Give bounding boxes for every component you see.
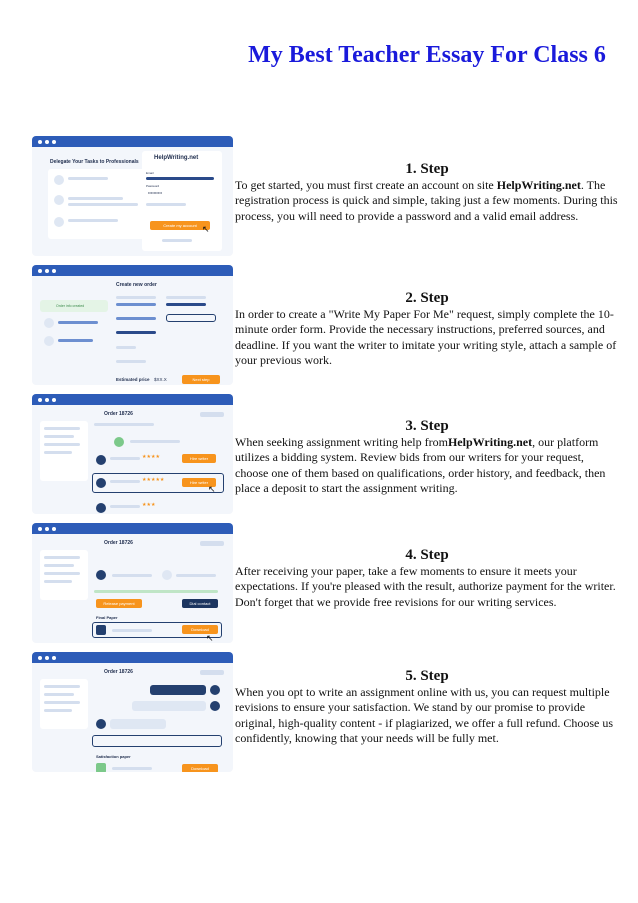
- hire-writer-button: Hire writer: [182, 478, 216, 487]
- writer-avatar: [96, 719, 106, 729]
- writer-avatar: [96, 570, 106, 580]
- writer-avatar: [96, 455, 106, 465]
- step-circle-icon: [44, 336, 54, 346]
- window-dot-icon: [52, 140, 56, 144]
- brand-name: HelpWriting.net: [496, 178, 581, 192]
- window-dot-icon: [52, 656, 56, 660]
- step-circle-icon: [44, 318, 54, 328]
- cursor-icon: ↖: [206, 633, 214, 643]
- window-bar: [32, 265, 233, 276]
- window-dot-icon: [52, 398, 56, 402]
- card-heading: Order 18726: [104, 669, 133, 675]
- step-5-text: When you opt to write an assignment online with us, you can request multiple revisions to ensure your satisfaction. We stand by our promise to provide original, high-quality content - if plagiarized, we offer a full refund. Choose us confidently, knowing that your needs will be fully met.: [235, 685, 613, 746]
- brand-logo: HelpWriting.net: [154, 155, 199, 161]
- step-1-heading: 1. Step: [405, 161, 449, 177]
- card-heading: Create new order: [116, 282, 157, 288]
- user-avatar: [210, 701, 220, 711]
- writer-avatar: [96, 503, 106, 513]
- screenshot-release-payment: Order 18726 Release payment Dial contact Final Paper Download ↖: [32, 523, 233, 643]
- card-heading: Order 18726: [104, 411, 133, 417]
- chat-bubble: [150, 685, 206, 695]
- rating-stars-icon: ★★★★★: [142, 477, 165, 483]
- window-dot-icon: [38, 527, 42, 531]
- password-field: ••••••••••: [148, 190, 163, 195]
- order-details-panel: [40, 550, 88, 600]
- download-button: Download: [182, 625, 218, 634]
- brand-name: HelpWriting.net: [447, 435, 533, 449]
- window-dot-icon: [38, 656, 42, 660]
- file-icon: [96, 763, 106, 772]
- window-dot-icon: [38, 269, 42, 273]
- rating-stars-icon: ★★★: [142, 502, 156, 508]
- step-3-heading: 3. Step: [405, 418, 449, 434]
- step-2-text: In order to create a "Write My Paper For Me" request, simply complete the 10-minute order form. Provide the necessary instructions, preferred sources, and deadline. If you want the writer to imitate your writing style, attach a sample of your previous work.: [235, 307, 617, 368]
- window-bar: [32, 394, 233, 405]
- card-heading: Delegate Your Tasks to Professionals: [50, 159, 139, 165]
- list-bullet-icon: [54, 217, 64, 227]
- order-details-panel: [40, 679, 88, 729]
- step-1-text: To get started, you must first create an account on site HelpWriting.net. The registration process is quick and simple, taking just a few moments. During this process, you will need to provide a password and a valid email address.: [235, 178, 618, 223]
- rating-stars-icon: ★★★★: [142, 454, 160, 460]
- badge-icon: [114, 437, 124, 447]
- screenshot-revisions: Order 18726 Satisfaction paper Download: [32, 652, 233, 772]
- window-bar: [32, 523, 233, 534]
- window-dot-icon: [52, 269, 56, 273]
- window-dot-icon: [45, 269, 49, 273]
- field-highlight: [166, 314, 216, 322]
- side-item-active: Order info created: [40, 300, 108, 312]
- status-icon: [162, 570, 172, 580]
- next-step-button: Next step: [182, 375, 220, 384]
- step-3-text: When seeking assignment writing help fromHelpWriting.net, our platform utilizes a bidding system. Review bids from our writers for your request, choose one of them based on qualifications, order history, and feedback, then place a deposit to start the assignment writing.: [235, 435, 606, 496]
- step-4-heading: 4. Step: [405, 547, 449, 563]
- cursor-icon: ↖: [202, 224, 210, 234]
- list-bullet-icon: [54, 195, 64, 205]
- window-bar: [32, 136, 233, 147]
- card-list-panel: [48, 169, 156, 239]
- hire-writer-button: Hire writer: [182, 454, 216, 463]
- download-button: Download: [182, 764, 218, 772]
- window-dot-icon: [38, 140, 42, 144]
- dial-contact-button: Dial contact: [182, 599, 218, 608]
- user-avatar: [210, 685, 220, 695]
- window-dot-icon: [45, 398, 49, 402]
- writer-avatar: [96, 478, 106, 488]
- window-dot-icon: [52, 527, 56, 531]
- screenshot-create-account: [32, 136, 233, 256]
- step-4-text: After receiving your paper, take a few moments to ensure it meets your expectations. If you're pleased with the result, authorize payment for the writer. Don't forget that we provide free revisions for our writing services.: [235, 564, 616, 609]
- create-account-button: Create my account: [150, 221, 210, 230]
- file-icon: [96, 625, 106, 635]
- list-bullet-icon: [54, 175, 64, 185]
- chat-bubble: [132, 701, 206, 711]
- cursor-icon: ↖: [208, 484, 216, 494]
- window-dot-icon: [45, 656, 49, 660]
- chat-bubble: [110, 719, 166, 729]
- signup-form-panel: HelpWriting.net Email Password •••••••••• Create my account ↖: [142, 151, 222, 251]
- screenshot-order-form: Create new order Order info created Estimated price $XX.X Next step: [32, 265, 233, 385]
- email-field: [146, 177, 214, 180]
- page-title: My Best Teacher Essay For Class 6: [248, 42, 606, 68]
- order-details-panel: [40, 421, 88, 481]
- window-dot-icon: [38, 398, 42, 402]
- window-dot-icon: [45, 527, 49, 531]
- release-payment-button: Release payment: [96, 599, 142, 608]
- window-dot-icon: [45, 140, 49, 144]
- step-2-heading: 2. Step: [405, 290, 449, 306]
- screenshot-bidding: [32, 394, 233, 514]
- step-5-heading: 5. Step: [405, 668, 449, 684]
- message-input: [92, 735, 222, 747]
- card-heading: Order 18726: [104, 540, 133, 546]
- window-bar: [32, 652, 233, 663]
